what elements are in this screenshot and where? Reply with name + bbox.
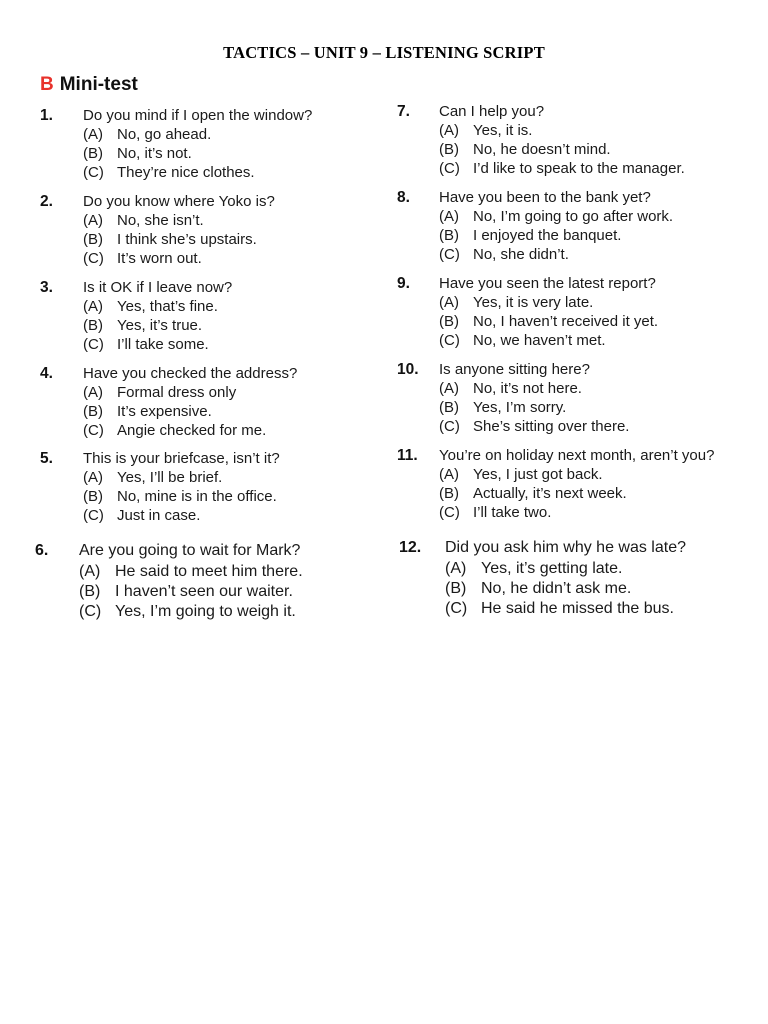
option-c: (C) She’s sitting over there.: [439, 418, 630, 435]
option-b: (B) Actually, it’s next week.: [439, 485, 627, 502]
option-a: (A) Yes, I just got back.: [439, 466, 603, 483]
option-a: (A) Formal dress only: [83, 384, 237, 401]
option-c: (C) Just in case.: [83, 507, 201, 524]
option-b: (B) I think she’s upstairs.: [83, 231, 257, 248]
question-text: Do you mind if I open the window?: [83, 107, 313, 124]
option-b: (B) Yes, I’m sorry.: [439, 399, 567, 416]
option-a: (A) Yes, I’ll be brief.: [83, 469, 223, 486]
option-b: (B) No, I haven’t received it yet.: [439, 313, 659, 330]
question-number: 7.: [397, 103, 410, 120]
section-heading: [40, 74, 138, 96]
question-text: Is it OK if I leave now?: [83, 279, 233, 296]
question-text: You’re on holiday next month, aren’t you?: [439, 447, 715, 464]
question-text: Have you seen the latest report?: [439, 275, 656, 292]
option-c: (C) He said he missed the bus.: [445, 600, 674, 617]
option-b: (B) I haven’t seen our waiter.: [79, 583, 293, 600]
option-a: (A) Yes, that’s fine.: [83, 298, 218, 315]
question-number: 3.: [40, 279, 53, 296]
option-a: (A) No, go ahead.: [83, 126, 212, 143]
option-b: (B) No, he didn’t ask me.: [445, 580, 632, 597]
question-number: 11.: [397, 447, 418, 464]
question-text: Is anyone sitting here?: [439, 361, 590, 378]
option-c: (C) It’s worn out.: [83, 250, 202, 267]
section-label: Mini-test: [59, 74, 138, 95]
question-text: Have you checked the address?: [83, 365, 298, 382]
option-c: (C) I’ll take some.: [83, 336, 209, 353]
option-b: (B) It’s expensive.: [83, 403, 212, 420]
question-number: 8.: [397, 189, 410, 206]
question-text: This is your briefcase, isn’t it?: [83, 450, 280, 467]
option-a: (A) No, it’s not here.: [439, 380, 582, 397]
option-c: (C) I’d like to speak to the manager.: [439, 160, 685, 177]
option-b: (B) Yes, it’s true.: [83, 317, 203, 334]
option-c: (C) Angie checked for me.: [83, 422, 267, 439]
option-a: (A) Yes, it is.: [439, 122, 533, 139]
option-b: (B) No, mine is in the office.: [83, 488, 277, 505]
question-number: 9.: [397, 275, 410, 292]
option-c: (C) They’re nice clothes.: [83, 164, 255, 181]
option-c: (C) No, we haven’t met.: [439, 332, 606, 349]
option-b: (B) No, he doesn’t mind.: [439, 141, 611, 158]
question-number: 5.: [40, 450, 53, 467]
question-text: Do you know where Yoko is?: [83, 193, 275, 210]
option-c: (C) I’ll take two.: [439, 504, 552, 521]
question-text: Have you been to the bank yet?: [439, 189, 651, 206]
question-text: Are you going to wait for Mark?: [79, 542, 301, 559]
question-text: Can I help you?: [439, 103, 545, 120]
question-number: 10.: [397, 361, 419, 378]
section-letter: B: [40, 74, 54, 95]
question-number: 1.: [40, 107, 53, 124]
option-b: (B) I enjoyed the banquet.: [439, 227, 622, 244]
option-a: (A) Yes, it’s getting late.: [445, 560, 623, 577]
question-text: Did you ask him why he was late?: [445, 539, 686, 556]
option-a: (A) No, she isn’t.: [83, 212, 204, 229]
option-c: (C) Yes, I’m going to weigh it.: [79, 603, 296, 620]
question-number: 12.: [399, 539, 422, 556]
option-b: (B) No, it’s not.: [83, 145, 192, 162]
question-number: 4.: [40, 365, 53, 382]
question-number: 2.: [40, 193, 53, 210]
option-c: (C) No, she didn’t.: [439, 246, 569, 263]
page-title: TACTICS – UNIT 9 – LISTENING SCRIPT: [223, 43, 545, 62]
option-a: (A) He said to meet him there.: [79, 563, 303, 580]
question-number: 6.: [35, 542, 49, 559]
option-a: (A) Yes, it is very late.: [439, 294, 594, 311]
option-a: (A) No, I’m going to go after work.: [439, 208, 674, 225]
